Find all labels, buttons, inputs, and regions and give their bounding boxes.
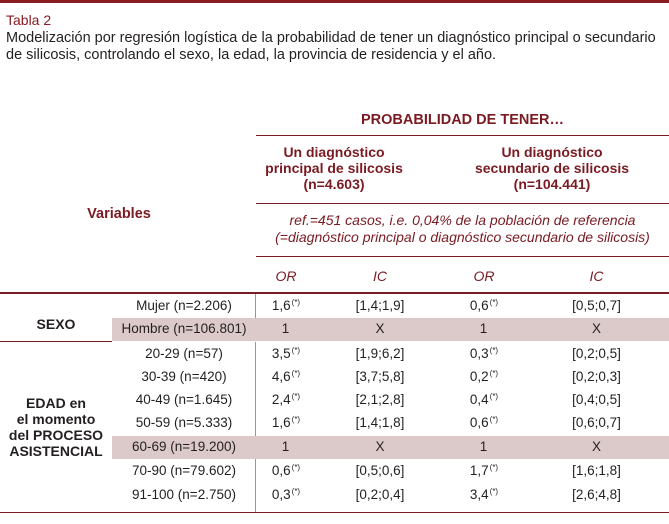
table-row: Mujer (n=2.206) 1,6(*) [1,4;1,9] 0,6(*) [0,5;0,7]	[136, 298, 621, 313]
header-variables: Variables	[87, 206, 151, 222]
group-divider	[0, 341, 112, 342]
reference-note: ref.=451 casos, i.e. 0,04% de la población de referencia (=diagnóstico principal o diagnóstico secundario de silicosis)	[275, 212, 650, 245]
header-secundario: Un diagnóstico secundario de silicosis (n=104.441)	[474, 144, 630, 192]
top-rule	[0, 0, 669, 3]
header-probabilidad: PROBABILIDAD DE TENER…	[360, 112, 564, 128]
table-row: 50-59 (n=5.333) 1,6(*) [1,4;1,8] 0,6(*) [0,6;0,7]	[135, 415, 621, 430]
group-edad: EDAD en el momento del PROCESO ASISTENCIAL	[8, 395, 104, 459]
header-principal: Un diagnóstico principal de silicosis (n=4.603)	[265, 144, 403, 192]
col-header-or-secundario: OR	[473, 268, 495, 284]
col-header-ic-principal: IC	[373, 268, 387, 284]
table-row: 20-29 (n=57) 3,5(*) [1,9;6,2] 0,3(*) [0,2;0,5]	[145, 346, 621, 361]
table-number: Tabla 2	[6, 12, 52, 28]
divider	[256, 256, 669, 257]
table-row: 60-69 (n=19.200) 1 X 1 X	[112, 436, 669, 459]
table-caption: Modelización por regresión logística de la probabilidad de tener un diagnóstico principal o secundario de silicosis, controlando el sexo, la edad, la provincia de residencia y el año.	[6, 30, 656, 63]
header-bottom-rule	[0, 292, 669, 294]
table-row: 40-49 (n=1.645) 2,4(*) [2,1;2,8] 0,4(*) [0,4;0,5]	[135, 392, 621, 407]
table-row: 30-39 (n=420) 4,6(*) [3,7;5,8] 0,2(*) [0,2;0,3]	[141, 369, 621, 384]
col-header-or-principal: OR	[275, 268, 297, 284]
divider	[256, 203, 669, 204]
group-sexo: SEXO	[36, 316, 76, 332]
col-header-ic-secundario: IC	[589, 268, 604, 284]
table-row: Hombre (n=106.801) 1 X 1 X	[112, 318, 669, 341]
table-row: 91-100 (n=2.750) 0,3(*) [0,2;0,4] 3,4(*) [2,6;4,8]	[132, 487, 621, 502]
table-row: 70-90 (n=79.602) 0,6(*) [0,5;0,6] 1,7(*) [1,6;1,8]	[132, 463, 621, 478]
divider	[256, 135, 669, 136]
table-bottom-rule	[0, 512, 669, 513]
